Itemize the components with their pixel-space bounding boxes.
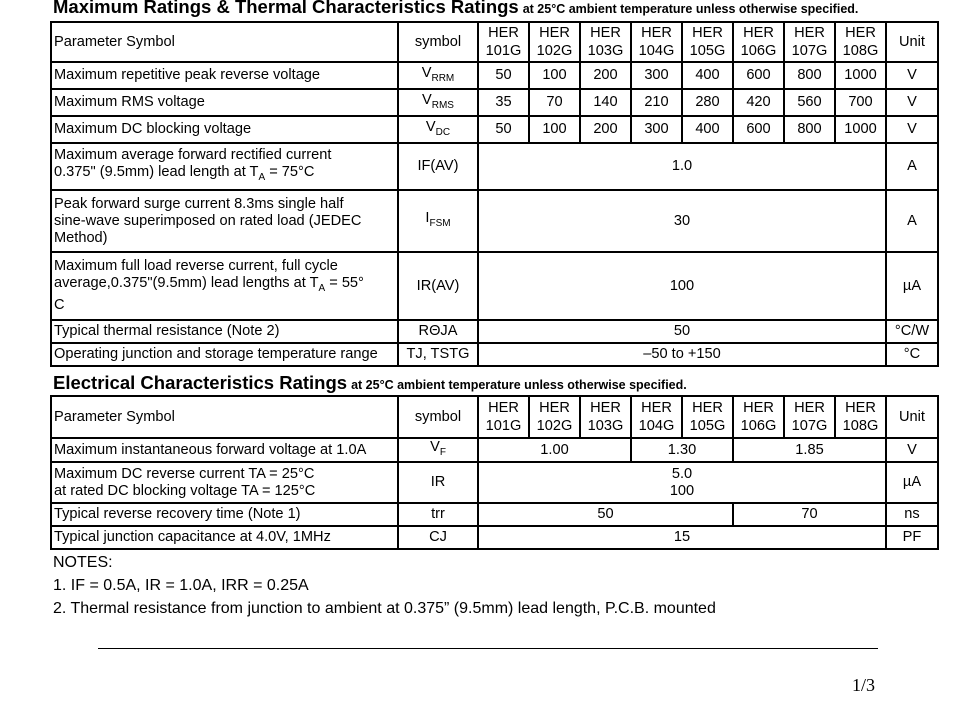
header-part: HER 103G	[580, 22, 631, 62]
thermal-ratings-table	[50, 21, 939, 367]
header-unit: Unit	[886, 22, 938, 62]
value-cell: 200	[580, 116, 631, 143]
header-param: Parameter Symbol	[51, 22, 398, 62]
unit-cell: A	[886, 143, 938, 190]
unit-cell: V	[886, 116, 938, 143]
value-cell: 70	[529, 89, 580, 116]
header-part: HER 102G	[529, 22, 580, 62]
header-part: HER 103G	[580, 396, 631, 438]
header-part: HER 108G	[835, 22, 886, 62]
header-param: Parameter Symbol	[51, 396, 398, 438]
header-part: HER 102G	[529, 396, 580, 438]
value-cell: 1.85	[733, 438, 886, 462]
value-cell: 560	[784, 89, 835, 116]
unit-cell: °C	[886, 343, 938, 366]
param-cell: Maximum instantaneous forward voltage at 1.0A	[51, 438, 398, 462]
value-cell: 100	[529, 62, 580, 89]
header-part: HER 106G	[733, 22, 784, 62]
value-cell: 420	[733, 89, 784, 116]
header-unit: Unit	[886, 396, 938, 438]
value-cell: 50	[478, 503, 733, 526]
unit-cell: A	[886, 190, 938, 252]
table-row	[51, 526, 938, 549]
table-row	[51, 190, 938, 252]
symbol-cell: $I_{FSM}$	[398, 190, 478, 252]
header-part: HER 105G	[682, 396, 733, 438]
note-item: 1. IF = 0.5A, IR = 1.0A, IRR = 0.25A	[53, 577, 309, 594]
value-cell: 140	[580, 89, 631, 116]
table-header-row	[51, 22, 938, 62]
unit-cell: PF	[886, 526, 938, 549]
value-cell: 50	[478, 116, 529, 143]
page-number: 1/3	[852, 675, 876, 695]
param-cell: Operating junction and storage temperature range	[51, 343, 398, 366]
table-row	[51, 116, 938, 143]
value-cell: 100	[529, 116, 580, 143]
table-row	[51, 252, 938, 320]
header-part: HER 107G	[784, 396, 835, 438]
param-cell: Maximum repetitive peak reverse voltage	[51, 62, 398, 89]
param-cell: Maximum average forward rectified current 0.375" (9.5mm) lead length at $T_A = 75^\circ C$	[51, 143, 398, 190]
value-cell: 800	[784, 62, 835, 89]
value-cell: 5.0 100	[478, 462, 886, 503]
table-header-row	[51, 396, 938, 438]
value-cell: 30	[478, 190, 886, 252]
symbol-cell: CJ	[398, 526, 478, 549]
table-row	[51, 503, 938, 526]
symbol-cell: $V_F$	[398, 438, 478, 462]
unit-cell: V	[886, 438, 938, 462]
thermal-ratings-condition: at 25°C ambient temperature unless otherwise specified.	[522, 2, 859, 16]
value-cell: 800	[784, 116, 835, 143]
value-cell: 210	[631, 89, 682, 116]
symbol-cell: IF(AV)	[398, 143, 478, 190]
unit-cell: V	[886, 89, 938, 116]
table-row	[51, 89, 938, 116]
unit-cell: °C/W	[886, 320, 938, 343]
value-cell: 200	[580, 62, 631, 89]
param-cell: Maximum full load reverse current, full cycle average,0.375"(9.5mm) lead lengths at $T_A = 55^\circ$ C	[51, 252, 398, 320]
value-cell: 700	[835, 89, 886, 116]
unit-cell: ns	[886, 503, 938, 526]
header-symbol: symbol	[398, 396, 478, 438]
value-cell: –50 to +150	[478, 343, 886, 366]
value-cell: 300	[631, 116, 682, 143]
header-part: HER 106G	[733, 396, 784, 438]
param-cell: Typical reverse recovery time (Note 1)	[51, 503, 398, 526]
param-cell: Maximum DC reverse current TA = 25°C at rated DC blocking voltage TA = 125°C	[51, 462, 398, 503]
header-part: HER 101G	[478, 396, 529, 438]
value-cell: 1000	[835, 116, 886, 143]
unit-cell: µA	[886, 462, 938, 503]
unit-cell: µA	[886, 252, 938, 320]
value-cell: 1.00	[478, 438, 631, 462]
value-cell: 50	[478, 320, 886, 343]
table-row	[51, 143, 938, 190]
header-part: HER 104G	[631, 22, 682, 62]
value-cell: 15	[478, 526, 886, 549]
table-row	[51, 438, 938, 462]
electrical-ratings-heading: Electrical Characteristics Ratings	[53, 372, 348, 393]
param-cell: Maximum DC blocking voltage	[51, 116, 398, 143]
value-cell: 400	[682, 116, 733, 143]
table-row	[51, 343, 938, 366]
value-cell: 1.0	[478, 143, 886, 190]
value-cell: 300	[631, 62, 682, 89]
symbol-cell: IR	[398, 462, 478, 503]
notes-heading: NOTES:	[53, 554, 113, 571]
symbol-cell: IR(AV)	[398, 252, 478, 320]
value-cell: 600	[733, 62, 784, 89]
table-row	[51, 62, 938, 89]
param-cell: Typical thermal resistance (Note 2)	[51, 320, 398, 343]
electrical-ratings-title	[53, 374, 687, 393]
param-cell: Peak forward surge current 8.3ms single half sine-wave superimposed on rated load (JEDEC Method)	[51, 190, 398, 252]
note-item: 2. Thermal resistance from junction to ambient at 0.375” (9.5mm) lead length, P.C.B. mounted	[53, 600, 716, 617]
table-row	[51, 320, 938, 343]
value-cell: 35	[478, 89, 529, 116]
unit-cell: V	[886, 62, 938, 89]
symbol-cell: $V_{RRM}$	[398, 62, 478, 89]
symbol-cell: $V_{DC}$	[398, 116, 478, 143]
symbol-cell: RΘJA	[398, 320, 478, 343]
value-cell: 50	[478, 62, 529, 89]
value-cell: 100	[478, 252, 886, 320]
header-part: HER 104G	[631, 396, 682, 438]
param-cell: Typical junction capacitance at 4.0V, 1MHz	[51, 526, 398, 549]
table-row	[51, 462, 938, 503]
footer-divider	[98, 648, 878, 649]
symbol-cell: $V_{RMS}$	[398, 89, 478, 116]
symbol-cell: TJ, TSTG	[398, 343, 478, 366]
thermal-ratings-title	[53, 0, 858, 17]
electrical-ratings-condition: at 25°C ambient temperature unless otherwise specified.	[351, 378, 687, 392]
value-cell: 600	[733, 116, 784, 143]
header-symbol: symbol	[398, 22, 478, 62]
value-cell: 1.30	[631, 438, 733, 462]
value-cell: 1000	[835, 62, 886, 89]
electrical-ratings-table	[50, 395, 939, 550]
header-part: HER 105G	[682, 22, 733, 62]
value-cell: 400	[682, 62, 733, 89]
header-part: HER 101G	[478, 22, 529, 62]
value-cell: 70	[733, 503, 886, 526]
header-part: HER 107G	[784, 22, 835, 62]
symbol-cell: trr	[398, 503, 478, 526]
value-cell: 280	[682, 89, 733, 116]
header-part: HER 108G	[835, 396, 886, 438]
param-cell: Maximum RMS voltage	[51, 89, 398, 116]
thermal-ratings-heading: Maximum Ratings & Thermal Characteristics Ratings	[53, 0, 519, 17]
